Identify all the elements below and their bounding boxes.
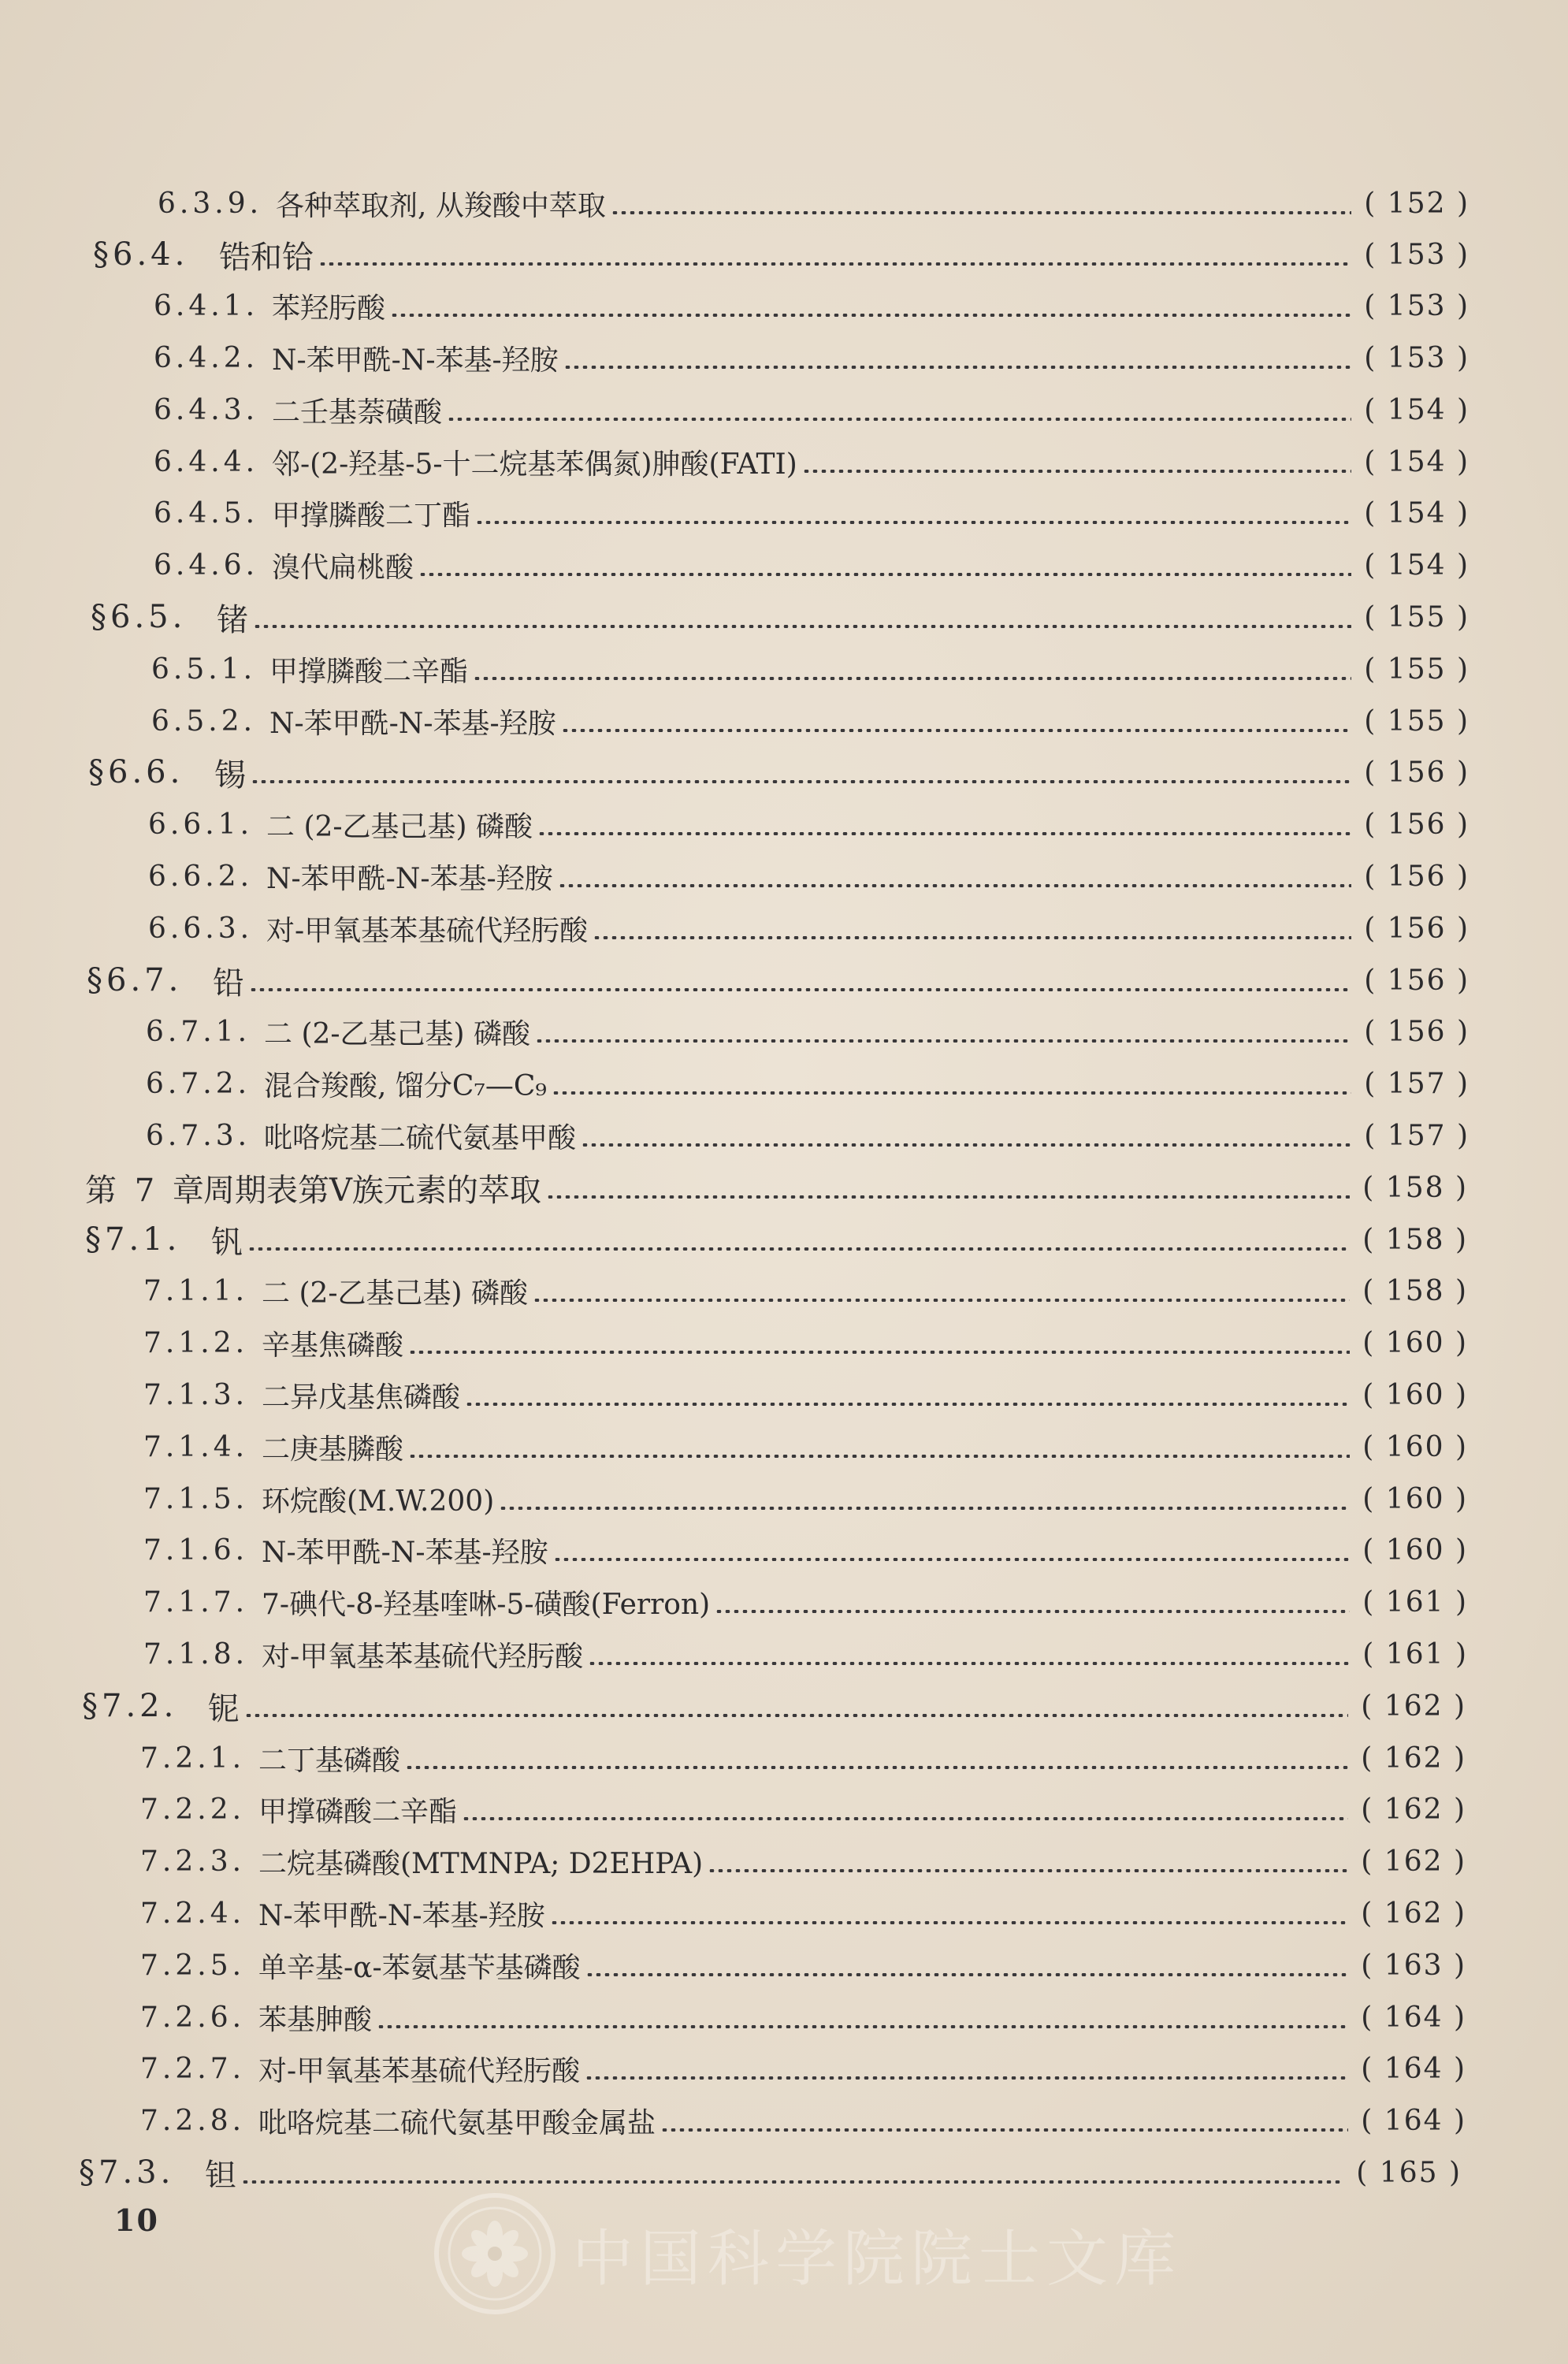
dot-leader (408, 1351, 1350, 1354)
toc-entry (146, 1060, 1470, 1107)
dot-leader (447, 418, 1351, 421)
entry-title: 二烷基磷酸(MTMNPA; D2EHPA) (258, 1847, 704, 1880)
entry-title: 对-甲氧基苯基硫代羟肟酸 (262, 1640, 584, 1673)
entry-title: 对-甲氧基苯基硫代羟肟酸 (258, 2054, 581, 2087)
dot-leader (611, 211, 1351, 214)
entry-page: ( 162 ) (1361, 1689, 1466, 1723)
dot-leader (581, 1143, 1351, 1147)
toc-section-entry (85, 1216, 1468, 1263)
entry-number: 7.1.3. (143, 1378, 249, 1411)
entry-number: 6.6.1. (148, 808, 254, 841)
entry-page: ( 163 ) (1361, 1949, 1466, 1982)
entry-number: 7.1.8. (143, 1637, 249, 1671)
entry-title: 钽 (205, 2157, 236, 2194)
entry-page: ( 164 ) (1361, 2052, 1466, 2085)
entry-number: 7.2.5. (140, 1949, 246, 1982)
entry-number: §6.4. (93, 236, 189, 273)
entry-page: ( 160 ) (1362, 1482, 1468, 1515)
entry-page: ( 161 ) (1362, 1585, 1468, 1619)
entry-page: ( 156 ) (1364, 964, 1470, 997)
toc-entry (146, 1112, 1470, 1159)
entry-number: 6.4.1. (154, 289, 259, 322)
entry-page: ( 160 ) (1362, 1326, 1468, 1359)
dot-leader (585, 2076, 1348, 2080)
entry-title: 钒 (211, 1224, 243, 1261)
dot-leader (558, 884, 1351, 887)
entry-page: ( 162 ) (1361, 1793, 1466, 1826)
toc-entry (154, 489, 1470, 537)
entry-page: ( 154 ) (1364, 548, 1470, 582)
entry-title: N-苯甲酰-N-苯基-羟胺 (266, 862, 553, 895)
entry-title: 铌 (208, 1690, 240, 1727)
toc-entry (140, 1890, 1466, 1937)
dot-leader (405, 1766, 1348, 1769)
entry-title: N-苯甲酰-N-苯基-羟胺 (258, 1899, 545, 1932)
entry-number: 7.2.7. (140, 2052, 246, 2085)
dot-leader (593, 936, 1351, 939)
entry-number: 7.1.2. (143, 1326, 249, 1359)
toc-entry (148, 853, 1470, 900)
entry-title: 苯羟肟酸 (272, 292, 386, 325)
entry-page: ( 156 ) (1364, 860, 1470, 893)
entry-page: ( 162 ) (1361, 1845, 1466, 1878)
entry-number: 6.4.4. (154, 445, 259, 478)
toc-entry (143, 1475, 1468, 1522)
entry-number: 6.4.2. (154, 341, 259, 374)
entry-number: 7.1.4. (143, 1430, 249, 1463)
dot-leader (251, 780, 1351, 783)
dot-leader (462, 1817, 1348, 1820)
entry-title: 对-甲氧基苯基硫代羟肟酸 (266, 914, 589, 947)
entry-number: §7.3. (79, 2154, 175, 2191)
toc-entry (158, 180, 1470, 227)
dot-leader (247, 1247, 1350, 1251)
dot-leader (563, 366, 1351, 369)
toc-entry (154, 386, 1470, 433)
toc-entry (151, 697, 1470, 745)
dot-leader (537, 832, 1351, 835)
dot-leader (546, 1195, 1350, 1199)
entry-page: ( 153 ) (1364, 289, 1470, 322)
entry-page: ( 157 ) (1364, 1119, 1470, 1152)
toc-section-entry (93, 231, 1470, 278)
entry-page: ( 155 ) (1364, 600, 1470, 634)
watermark-text: 中国科学院院士文库 (572, 2224, 1183, 2295)
dot-leader (408, 1455, 1350, 1458)
toc-entry (154, 282, 1470, 329)
entry-title: N-苯甲酰-N-苯基-羟胺 (262, 1536, 548, 1569)
dot-leader (550, 1921, 1348, 1924)
entry-number: 7.1.7. (143, 1585, 249, 1619)
entry-page: ( 162 ) (1361, 1741, 1466, 1775)
toc-entry (143, 1267, 1468, 1314)
entry-page: ( 152 ) (1364, 187, 1470, 220)
dot-leader (418, 573, 1351, 576)
toc-entry (154, 541, 1470, 589)
entry-title: 锡 (214, 756, 246, 794)
dot-leader (660, 2128, 1348, 2132)
toc-section-entry (91, 593, 1470, 641)
dot-leader (244, 1714, 1348, 1717)
entry-title: 锗 (217, 601, 248, 638)
entry-title: 二丁基磷酸 (258, 1744, 401, 1777)
entry-title: 周期表第Ⅴ族元素的萃取 (203, 1172, 541, 1209)
toc-entry (154, 334, 1470, 381)
dot-leader (475, 521, 1351, 524)
toc-entry (140, 1994, 1466, 2041)
entry-title: 二 (2-乙基己基) 磷酸 (264, 1017, 531, 1050)
page-number: 10 (114, 2202, 159, 2238)
entry-number: 6.3.9. (158, 187, 263, 220)
entry-number: 7.1.6. (143, 1533, 249, 1567)
toc-entry (140, 1942, 1466, 1989)
entry-number: 6.7.2. (146, 1067, 251, 1100)
dot-leader (377, 2025, 1348, 2028)
dot-leader (535, 1039, 1351, 1043)
toc-entry (154, 438, 1470, 485)
dot-leader (585, 1973, 1348, 1976)
toc-section-entry (88, 749, 1470, 796)
entry-page: ( 165 ) (1356, 2156, 1462, 2189)
entry-title: 甲撑膦酸二丁酯 (272, 499, 471, 532)
entry-number: 6.6.2. (148, 860, 254, 893)
entry-page: ( 154 ) (1364, 445, 1470, 478)
entry-page: ( 156 ) (1364, 808, 1470, 841)
entry-page: ( 158 ) (1362, 1223, 1468, 1256)
toc-entry (143, 1526, 1468, 1574)
entry-title: 吡咯烷基二硫代氨基甲酸金属盐 (258, 2106, 656, 2139)
entry-title: 甲撑膦酸二辛酯 (269, 655, 469, 688)
toc-entry (143, 1319, 1468, 1366)
entry-page: ( 164 ) (1361, 2001, 1466, 2034)
toc-entry (140, 2045, 1466, 2092)
entry-page: ( 158 ) (1362, 1171, 1468, 1204)
entry-page: ( 154 ) (1364, 496, 1470, 530)
entry-title: 7-碘代-8-羟基喹啉-5-磺酸(Ferron) (262, 1588, 711, 1621)
entry-number: 6.6.3. (148, 912, 254, 945)
entry-title: 二庚基膦酸 (262, 1433, 404, 1466)
dot-leader (390, 314, 1351, 317)
entry-page: ( 162 ) (1361, 1897, 1466, 1930)
entry-title: N-苯甲酰-N-苯基-羟胺 (269, 707, 556, 740)
dot-leader (553, 1558, 1350, 1561)
dot-leader (588, 1662, 1350, 1665)
dot-leader (318, 262, 1351, 266)
entry-page: ( 161 ) (1362, 1637, 1468, 1671)
entry-page: ( 158 ) (1362, 1274, 1468, 1307)
entry-number: 第 7 章 (85, 1172, 208, 1209)
entry-title: 铅 (213, 965, 244, 1002)
toc-entry (140, 1786, 1466, 1833)
toc-section-entry (82, 1682, 1466, 1730)
entry-number: 6.7.3. (146, 1119, 251, 1152)
entry-number: 7.2.4. (140, 1897, 246, 1930)
toc-entry (146, 1008, 1470, 1055)
entry-title: 吡咯烷基二硫代氨基甲酸 (264, 1121, 577, 1154)
entry-title: 邻-(2-羟基-5-十二烷基苯偶氮)胂酸(FATⅠ) (272, 448, 797, 481)
entry-number: 6.5.1. (151, 652, 257, 686)
entry-number: §7.1. (85, 1221, 181, 1258)
entry-title: 单辛基-α-苯氨基苄基磷酸 (258, 1951, 581, 1984)
academy-seal-icon (432, 2191, 558, 2317)
entry-title: 二异戊基焦磷酸 (262, 1381, 461, 1414)
dot-leader (499, 1507, 1350, 1510)
entry-number: §6.6. (88, 754, 184, 790)
entry-page: ( 156 ) (1364, 756, 1470, 789)
dot-leader (465, 1403, 1350, 1406)
entry-title: 各种萃取剂, 从羧酸中萃取 (276, 189, 606, 222)
toc-entry (148, 905, 1470, 952)
entry-page: ( 155 ) (1364, 704, 1470, 738)
toc-entry (140, 1734, 1466, 1782)
dot-leader (533, 1299, 1350, 1302)
toc-entry (143, 1578, 1468, 1626)
entry-page: ( 160 ) (1362, 1378, 1468, 1411)
entry-number: 7.1.1. (143, 1274, 249, 1307)
entry-title: 环烷酸(M.W.200) (262, 1485, 495, 1518)
entry-title: 溴代扁桃酸 (272, 551, 414, 584)
toc-entry (148, 801, 1470, 848)
watermark (432, 2191, 1182, 2317)
entry-number: 7.2.1. (140, 1741, 246, 1775)
entry-page: ( 154 ) (1364, 393, 1470, 426)
entry-title: 辛基焦磷酸 (262, 1329, 404, 1362)
toc-entry (140, 1838, 1466, 1885)
dot-leader (708, 1869, 1348, 1872)
dot-leader (561, 729, 1351, 732)
dot-leader (802, 470, 1351, 473)
toc-entry (143, 1630, 1468, 1678)
entry-page: ( 160 ) (1362, 1533, 1468, 1567)
entry-page: ( 156 ) (1364, 912, 1470, 945)
toc-section-entry (87, 957, 1470, 1004)
dot-leader (241, 2180, 1343, 2184)
entry-number: 7.1.5. (143, 1482, 249, 1515)
toc-section-entry (79, 2149, 1462, 2196)
entry-title: N-苯甲酰-N-苯基-羟胺 (272, 344, 559, 377)
entry-number: 7.2.3. (140, 1845, 246, 1878)
entry-title: 混合羧酸, 馏分C₇—C₉ (264, 1069, 547, 1102)
entry-number: 6.4.5. (154, 496, 259, 530)
entry-page: ( 157 ) (1364, 1067, 1470, 1100)
entry-page: ( 153 ) (1364, 238, 1470, 271)
entry-page: ( 164 ) (1361, 2104, 1466, 2137)
entry-title: 锆和铪 (219, 239, 314, 276)
toc-entry (151, 645, 1470, 693)
entry-number: 7.2.2. (140, 1793, 246, 1826)
entry-number: §6.5. (91, 599, 187, 635)
entry-title: 二壬基萘磺酸 (272, 396, 443, 429)
entry-title: 二 (2-乙基己基) 磷酸 (266, 810, 533, 843)
entry-page: ( 153 ) (1364, 341, 1470, 374)
entry-page: ( 160 ) (1362, 1430, 1468, 1463)
entry-title: 苯基胂酸 (258, 2003, 373, 2036)
entry-number: 6.5.2. (151, 704, 257, 738)
dot-leader (473, 677, 1351, 680)
toc-entry (143, 1423, 1468, 1470)
toc-chapter-entry (85, 1164, 1468, 1211)
entry-number: §6.7. (87, 962, 183, 998)
entry-page: ( 155 ) (1364, 652, 1470, 686)
entry-title: 二 (2-乙基己基) 磷酸 (262, 1277, 529, 1310)
dot-leader (715, 1610, 1350, 1613)
entry-number: 7.2.8. (140, 2104, 246, 2137)
toc-entry (140, 2097, 1466, 2144)
entry-number: 6.4.6. (154, 548, 259, 582)
dot-leader (253, 625, 1351, 628)
dot-leader (552, 1091, 1351, 1095)
dot-leader (249, 988, 1351, 991)
entry-number: 6.7.1. (146, 1015, 251, 1048)
entry-number: §7.2. (82, 1688, 178, 1724)
entry-number: 7.2.6. (140, 2001, 246, 2034)
entry-page: ( 156 ) (1364, 1015, 1470, 1048)
toc-entry (143, 1371, 1468, 1418)
entry-title: 甲撑磷酸二辛酯 (258, 1795, 458, 1828)
entry-number: 6.4.3. (154, 393, 259, 426)
